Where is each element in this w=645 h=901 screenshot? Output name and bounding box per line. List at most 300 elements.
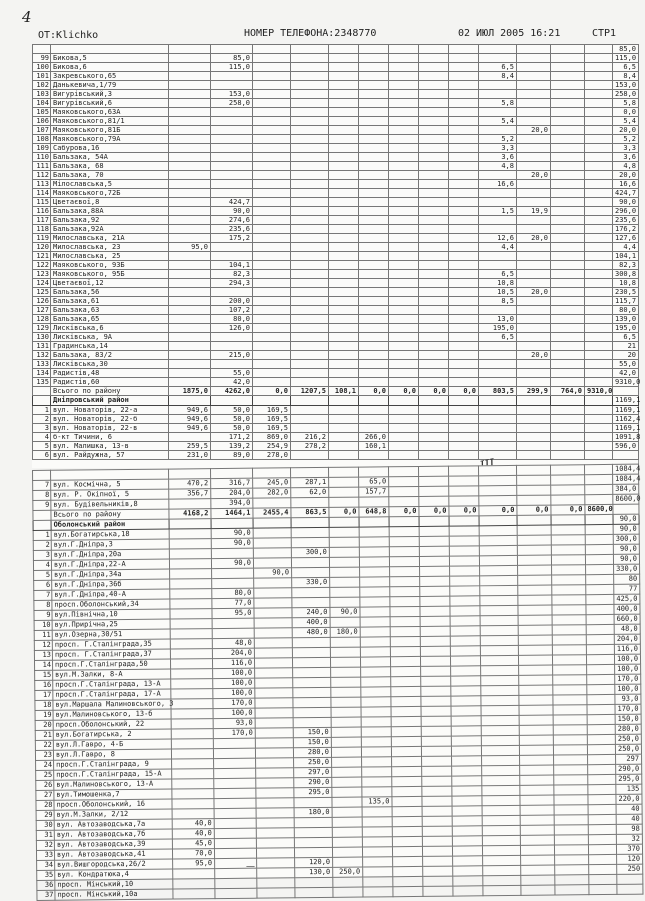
value-cell (329, 497, 359, 507)
value-cell (482, 765, 520, 775)
fax-page-number: СТР1 (592, 28, 617, 39)
value-cell: 12,6 (479, 234, 517, 243)
value-cell (253, 297, 291, 306)
value-cell (520, 845, 554, 855)
value-cell (389, 189, 419, 198)
value-cell (554, 835, 588, 845)
margin-total-cell: 90,0 (613, 554, 639, 564)
row-number: 133 (33, 360, 51, 369)
value-cell (292, 597, 330, 607)
value-cell (553, 685, 587, 695)
value-cell (214, 798, 256, 808)
value-cell (329, 81, 359, 90)
value-cell (419, 516, 449, 526)
value-cell (361, 667, 391, 677)
value-cell (389, 288, 419, 297)
value-cell (329, 243, 359, 252)
value-cell (291, 297, 329, 306)
value-cell (389, 451, 419, 460)
value-cell (449, 424, 479, 433)
value-cell (481, 705, 519, 715)
value-cell (517, 324, 551, 333)
value-cell (519, 735, 553, 745)
value-cell (419, 117, 449, 126)
value-cell (449, 234, 479, 243)
value-cell (449, 306, 479, 315)
value-cell: 20,0 (517, 126, 551, 135)
value-cell (359, 351, 389, 360)
margin-total-cell: 104,1 (613, 252, 639, 261)
margin-total-cell (613, 504, 639, 514)
value-cell (479, 171, 517, 180)
value-cell (423, 886, 453, 896)
table-row (33, 180, 639, 189)
value-cell (332, 817, 362, 827)
table-row (33, 406, 639, 415)
value-cell (169, 225, 211, 234)
value-cell (332, 767, 362, 777)
value-cell (480, 565, 518, 575)
value-cell (586, 614, 614, 624)
row-number: 4 (33, 433, 51, 442)
value-cell (362, 847, 392, 857)
value-cell (253, 144, 291, 153)
value-cell (359, 557, 389, 567)
value-cell (333, 887, 363, 897)
value-cell (329, 117, 359, 126)
value-cell (421, 706, 451, 716)
value-cell (169, 306, 211, 315)
value-cell (360, 657, 390, 667)
row-number: 111 (33, 162, 51, 171)
value-cell (214, 778, 256, 788)
row-number: 1 (33, 406, 51, 415)
value-cell (169, 333, 211, 342)
total-row (33, 387, 639, 396)
value-cell (359, 406, 389, 415)
margin-total-cell (613, 387, 639, 396)
value-cell (421, 676, 451, 686)
row-number: 120 (33, 243, 51, 252)
value-cell (585, 153, 613, 162)
address-cell: Бальзака,65 (51, 315, 169, 324)
value-cell (588, 814, 616, 824)
value-cell: 50,0 (211, 415, 253, 424)
value-cell (214, 768, 256, 778)
address-cell: Всього по району (51, 509, 169, 520)
value-cell (389, 234, 419, 243)
value-cell (423, 866, 453, 876)
value-cell (518, 575, 552, 585)
value-cell (253, 369, 291, 378)
value-cell (518, 565, 552, 575)
value-cell (585, 306, 613, 315)
value-cell (453, 886, 483, 896)
value-cell (585, 207, 613, 216)
value-cell (449, 162, 479, 171)
value-cell (449, 189, 479, 198)
row-number: 27 (36, 790, 54, 800)
value-cell (482, 835, 520, 845)
value-cell (389, 297, 419, 306)
value-cell (517, 162, 551, 171)
value-cell (421, 746, 451, 756)
row-number: 1 (33, 530, 51, 540)
value-cell (554, 825, 588, 835)
address-cell: Оболонський район (51, 519, 169, 530)
value-cell (332, 827, 362, 837)
value-cell (517, 189, 551, 198)
value-cell (256, 778, 294, 788)
value-cell (479, 475, 517, 485)
value-cell (479, 45, 517, 54)
value-cell (329, 153, 359, 162)
address-cell: Радистів,48 (51, 369, 169, 378)
value-cell (332, 797, 362, 807)
row-number: 131 (33, 342, 51, 351)
value-cell (551, 270, 585, 279)
value-cell (359, 180, 389, 189)
value-cell (419, 144, 449, 153)
address-cell: просп.Оболонський, 16 (54, 799, 172, 810)
value-cell (291, 180, 329, 189)
row-number: 36 (37, 880, 55, 890)
value-cell (585, 494, 613, 504)
value-cell: 19,9 (517, 207, 551, 216)
row-number: 8 (33, 490, 51, 500)
value-cell (253, 225, 291, 234)
value-cell (585, 360, 613, 369)
value-cell (389, 333, 419, 342)
value-cell (391, 676, 421, 686)
value-cell (329, 527, 359, 537)
row-number: 12 (34, 640, 52, 650)
value-cell (449, 72, 479, 81)
value-cell (585, 270, 613, 279)
margin-total-cell: 85,0 (613, 45, 639, 54)
value-cell (551, 525, 585, 535)
value-cell (479, 189, 517, 198)
value-cell (390, 626, 420, 636)
value-cell (391, 736, 421, 746)
value-cell (359, 153, 389, 162)
margin-total-cell: 6,5 (613, 63, 639, 72)
row-number: 100 (33, 63, 51, 72)
address-cell: вул. Космічна, 5 (51, 479, 169, 490)
value-cell (552, 645, 586, 655)
value-cell (551, 252, 585, 261)
margin-total-cell: 250 (617, 864, 643, 874)
value-cell (585, 261, 613, 270)
value-cell (419, 162, 449, 171)
value-cell (479, 555, 517, 565)
value-cell (330, 617, 360, 627)
address-cell: Бальзака, 70 (51, 171, 169, 180)
margin-total-cell: 4,8 (613, 162, 639, 171)
value-cell (211, 45, 253, 54)
margin-total-cell: 204,0 (614, 634, 640, 644)
value-cell (482, 775, 520, 785)
value-cell (170, 569, 212, 579)
value-cell (170, 649, 212, 659)
value-cell (361, 747, 391, 757)
value-cell: 0,0 (329, 507, 359, 517)
value-cell (588, 844, 616, 854)
value-cell (291, 54, 329, 63)
value-cell (390, 656, 420, 666)
value-cell: 240,0 (292, 607, 330, 617)
margin-total-cell: 4,4 (613, 243, 639, 252)
value-cell (419, 424, 449, 433)
row-number: 20 (35, 720, 53, 730)
value-cell (451, 686, 481, 696)
value-cell: 330,0 (292, 577, 330, 587)
value-cell (328, 467, 358, 477)
address-cell: вул.Богатирська, 2 (53, 729, 171, 740)
address-cell: просп.Г.Сталінграда,50 (52, 659, 170, 670)
value-cell: 126,0 (211, 324, 253, 333)
value-cell (291, 288, 329, 297)
value-cell (329, 189, 359, 198)
value-cell (294, 837, 332, 847)
value-cell (585, 378, 613, 387)
margin-total-cell: 42,0 (613, 369, 639, 378)
value-cell: 40,0 (172, 829, 214, 839)
value-cell (423, 856, 453, 866)
value-cell (390, 646, 420, 656)
margin-total-cell: 10,8 (613, 279, 639, 288)
value-cell (330, 647, 360, 657)
value-cell (291, 252, 329, 261)
row-number: 108 (33, 135, 51, 144)
value-cell (389, 415, 419, 424)
value-cell: 204,0 (212, 648, 254, 658)
value-cell (479, 485, 517, 495)
row-number: 31 (36, 830, 54, 840)
value-cell (449, 369, 479, 378)
margin-total-cell: 297 (616, 754, 642, 764)
value-cell (173, 889, 215, 899)
value-cell: 80,0 (211, 315, 253, 324)
row-number: 117 (33, 216, 51, 225)
value-cell: 4,4 (479, 243, 517, 252)
value-cell (361, 717, 391, 727)
value-cell (169, 499, 211, 509)
value-cell (555, 885, 589, 895)
table-row (33, 442, 639, 451)
margin-total-cell: 5,4 (613, 117, 639, 126)
value-cell: 195,0 (479, 324, 517, 333)
value-cell (449, 207, 479, 216)
value-cell (292, 657, 330, 667)
value-cell (169, 324, 211, 333)
margin-total-cell: 8,4 (613, 72, 639, 81)
value-cell (479, 126, 517, 135)
value-cell (554, 805, 588, 815)
value-cell (449, 333, 479, 342)
value-cell: 175,2 (211, 234, 253, 243)
row-number: 134 (33, 369, 51, 378)
value-cell (291, 243, 329, 252)
value-cell (329, 72, 359, 81)
value-cell (552, 585, 586, 595)
value-cell (171, 729, 213, 739)
address-cell: Маяковського,79А (51, 135, 169, 144)
value-cell (389, 216, 419, 225)
value-cell (389, 369, 419, 378)
value-cell (450, 586, 480, 596)
value-cell (449, 108, 479, 117)
value-cell (585, 99, 613, 108)
value-cell (517, 485, 551, 495)
value-cell: 104,1 (211, 261, 253, 270)
value-cell (451, 716, 481, 726)
value-cell (449, 261, 479, 270)
value-cell (362, 767, 392, 777)
value-cell (329, 557, 359, 567)
value-cell (517, 306, 551, 315)
value-cell (586, 654, 614, 664)
value-cell (520, 755, 554, 765)
row-number: 127 (33, 306, 51, 315)
address-cell: вул.Маршала Малиновського, 3 (53, 699, 171, 710)
value-cell (291, 333, 329, 342)
value-cell (449, 396, 479, 406)
value-cell (479, 415, 517, 424)
value-cell (359, 234, 389, 243)
value-cell: 0,0 (419, 506, 449, 516)
address-cell: Градинська,14 (51, 342, 169, 351)
value-cell: 3,6 (479, 153, 517, 162)
value-cell (291, 406, 329, 415)
value-cell (256, 798, 294, 808)
row-number: 22 (35, 740, 53, 750)
value-cell (449, 81, 479, 90)
value-cell (419, 526, 449, 536)
row-number (33, 520, 51, 530)
margin-total-cell: 16,6 (613, 180, 639, 189)
value-cell: 400,0 (292, 617, 330, 627)
value-cell (419, 342, 449, 351)
value-cell (519, 665, 553, 675)
value-cell (419, 99, 449, 108)
address-cell: вул. Кондратюка,4 (55, 869, 173, 880)
value-cell (451, 726, 481, 736)
value-cell (254, 588, 292, 598)
value-cell (329, 547, 359, 557)
margin-total-cell: 300,0 (613, 534, 639, 544)
value-cell (480, 615, 518, 625)
value-cell (291, 517, 329, 527)
row-number: 118 (33, 225, 51, 234)
value-cell (586, 624, 614, 634)
value-cell (253, 528, 291, 538)
value-cell (479, 216, 517, 225)
value-cell (256, 818, 294, 828)
value-cell (483, 865, 521, 875)
value-cell (479, 424, 517, 433)
value-cell (329, 234, 359, 243)
margin-total-cell: 150,0 (615, 714, 641, 724)
value-cell (588, 774, 616, 784)
row-number: 18 (35, 700, 53, 710)
value-cell (389, 279, 419, 288)
value-cell (479, 406, 517, 415)
value-cell (419, 198, 449, 207)
value-cell (169, 270, 211, 279)
value-cell: 480,0 (292, 627, 330, 637)
margin-total-cell (617, 884, 643, 894)
value-cell (517, 415, 551, 424)
value-cell (391, 746, 421, 756)
value-cell (480, 585, 518, 595)
row-number: 99 (33, 54, 51, 63)
address-cell: Милославська, 25 (51, 252, 169, 261)
address-cell: вул.Г.Дніпра,3 (51, 539, 169, 550)
value-cell (588, 824, 616, 834)
address-cell: вул.Богатирська,18 (51, 529, 169, 540)
value-cell (585, 342, 613, 351)
value-cell (517, 433, 551, 442)
value-cell (519, 705, 553, 715)
value-cell (360, 597, 390, 607)
value-cell (170, 589, 212, 599)
value-cell (481, 745, 519, 755)
value-cell (517, 515, 551, 525)
table-row (33, 90, 639, 99)
value-cell (585, 198, 613, 207)
value-cell (589, 854, 617, 864)
value-cell (170, 659, 212, 669)
value-cell (552, 655, 586, 665)
row-number: 123 (33, 270, 51, 279)
value-cell (169, 72, 211, 81)
value-cell (551, 333, 585, 342)
value-cell: 949,6 (169, 406, 211, 415)
value-cell (419, 306, 449, 315)
value-cell (331, 717, 361, 727)
value-cell (517, 252, 551, 261)
value-cell (450, 636, 480, 646)
value-cell (291, 360, 329, 369)
value-cell (170, 579, 212, 589)
value-cell (450, 566, 480, 576)
value-cell (211, 117, 253, 126)
table-row (33, 369, 639, 378)
value-cell (518, 585, 552, 595)
value-cell (551, 225, 585, 234)
value-cell (449, 360, 479, 369)
value-cell (359, 279, 389, 288)
value-cell (359, 270, 389, 279)
value-cell (359, 198, 389, 207)
value-cell (389, 406, 419, 415)
value-cell (389, 72, 419, 81)
value-cell (253, 180, 291, 189)
value-cell (329, 162, 359, 171)
value-cell (253, 45, 291, 54)
value-cell (419, 270, 449, 279)
value-cell: 90,0 (254, 568, 292, 578)
value-cell (551, 117, 585, 126)
value-cell (551, 342, 585, 351)
row-number: 104 (33, 99, 51, 108)
value-cell (359, 225, 389, 234)
row-number: 35 (37, 870, 55, 880)
value-cell (585, 324, 613, 333)
value-cell (585, 442, 613, 451)
table-row (33, 288, 639, 297)
